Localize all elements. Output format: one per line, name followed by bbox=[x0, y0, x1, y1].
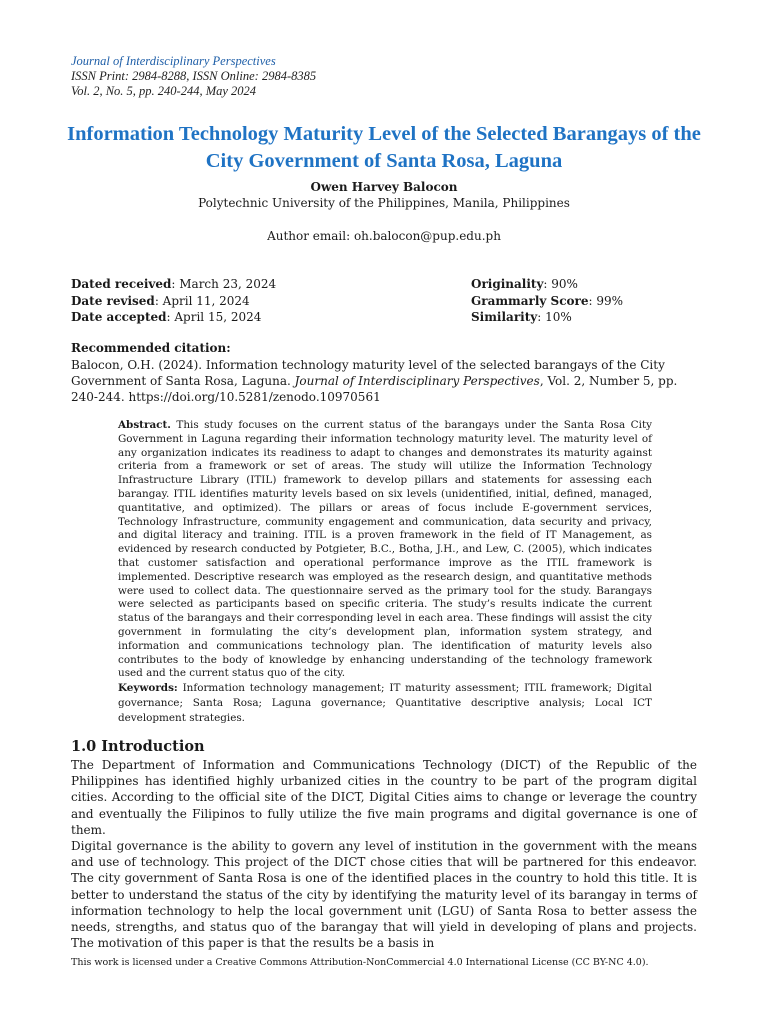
intro-paragraph-1: The Department of Information and Communications Technology (DICT) of the Republic of the Philippines has identified highly urbanized cities in the country to be part of the program digital cities. According to the official site of the DICT, Digital Cities aims to change or leverage the country and eventually the Filipinos to fully utilize the five main programs and digital governance is one of them. bbox=[71, 758, 697, 837]
license-footer: This work is licensed under a Creative Commons Attribution-NonCommercial 4.0 International License (CC BY-NC 4.0). bbox=[71, 957, 649, 968]
date-revised-label: Date revised bbox=[71, 293, 155, 308]
author-name: Owen Harvey Balocon bbox=[310, 180, 458, 194]
citation-part2: , Vol. 2, Number 5, pp. 240-244. https://doi.org/10.5281/zenodo.10970561 bbox=[71, 374, 678, 404]
similarity-value: : 10% bbox=[537, 310, 572, 324]
keywords-text: Information technology management; IT maturity assessment; ITIL framework; Digital governance; Santa Rosa; Laguna governance; Quantitative descriptive analysis; Local ICT development strategies. bbox=[118, 682, 652, 724]
date-accepted-value: : April 15, 2024 bbox=[166, 310, 262, 324]
abstract bbox=[118, 419, 652, 681]
originality bbox=[471, 276, 623, 293]
journal-header bbox=[71, 54, 316, 99]
date-received-label: Dated received bbox=[71, 277, 172, 291]
originality-value: : 90% bbox=[543, 277, 578, 291]
citation-text bbox=[71, 357, 701, 405]
section-heading-introduction: 1.0 Introduction bbox=[71, 738, 205, 755]
journal-issn: ISSN Print: 2984-8288, ISSN Online: 2984-8385 bbox=[71, 69, 317, 83]
citation-journal: Journal of Interdisciplinary Perspectives bbox=[294, 374, 540, 388]
paper-title: Information Technology Maturity Level of the Selected Barangays of the City Government of Santa Rosa, Laguna bbox=[67, 123, 701, 172]
abstract-label: Abstract. bbox=[118, 419, 171, 431]
keywords-label: Keywords: bbox=[118, 682, 178, 694]
author-affiliation: Polytechnic University of the Philippines, Manila, Philippines bbox=[198, 196, 570, 210]
date-received bbox=[71, 276, 276, 293]
author-email: Author email: oh.balocon@pup.edu.ph bbox=[267, 229, 501, 243]
date-revised bbox=[71, 293, 276, 310]
date-received-value: : March 23, 2024 bbox=[171, 277, 277, 291]
citation-heading: Recommended citation: bbox=[71, 341, 231, 355]
date-accepted bbox=[71, 309, 276, 326]
citation-part1: Balocon, O.H. (2024). Information technology maturity level of the selected barangays of the City Government of Santa Rosa, Laguna. bbox=[71, 358, 665, 388]
grammarly-score bbox=[471, 293, 623, 310]
date-accepted-label: Date accepted bbox=[71, 310, 167, 324]
similarity bbox=[471, 309, 623, 326]
date-revised-value: : April 11, 2024 bbox=[154, 293, 250, 308]
similarity-label: Similarity bbox=[471, 310, 538, 324]
intro-paragraph-2: Digital governance is the ability to govern any level of institution in the government with the means and use of technology. This project of the DICT chose cities that will be partnered for this endeavor. The city government of Santa Rosa is one of the identified places in the country to hold this title. It is better to understand the status of the city by identifying the maturity level of its barangay in terms of information technology to help the local government unit (LGU) of Santa Rosa to better assess the needs, strengths, and status quo of the barangay that will yield in developing of plans and projects. The motivation of this paper is that the results be a basis in bbox=[71, 839, 697, 951]
journal-name: Journal of Interdisciplinary Perspectives bbox=[71, 54, 276, 68]
grammarly-label: Grammarly Score bbox=[471, 293, 589, 308]
grammarly-value: : 99% bbox=[588, 293, 624, 308]
score-info bbox=[471, 276, 623, 326]
journal-volume: Vol. 2, No. 5, pp. 240-244, May 2024 bbox=[71, 84, 257, 98]
keywords bbox=[118, 681, 652, 726]
date-info bbox=[71, 276, 276, 326]
abstract-text: This study focuses on the current status of the barangays under the Santa Rosa City Government in Laguna regarding their information technology maturity level. The maturity level of any organization indicates its readiness to adapt to changes and demonstrates its maturity against criteria from a framework or set of areas. The study will utilize the Information Technology Infrastructure Library (ITIL) framework to develop pillars and statements for assessing each barangay. ITIL identifies maturity levels based on six levels (unidentified, initial, defined, managed, quantitative, and optimized). The pillars or areas of focus include E-government services, Technology Infrastructure, community engagement and communication, data security and privacy, and digital literacy and training. ITIL is a proven framework in the field of IT Management, as evidenced by research conducted by Potgieter, B.C., Botha, J.H., and Lew, C. (2005), which indicates that customer satisfaction and operational performance improve as the ITIL framework is implemented. Descriptive research was employed as the research design, and quantitative methods were used to collect data. The questionnaire served as the primary tool for the study. Barangays were selected as participants based on specific criteria. The study’s results indicate the current status of the barangays and their corresponding level in each area. These findings will assist the city government in formulating the city’s development plan, information system strategy, and information and communications technology plan. The identification of maturity levels also contributes to the body of knowledge by enhancing understanding of the technology framework used and the current status quo of the city. bbox=[118, 419, 652, 680]
originality-label: Originality bbox=[471, 277, 544, 291]
